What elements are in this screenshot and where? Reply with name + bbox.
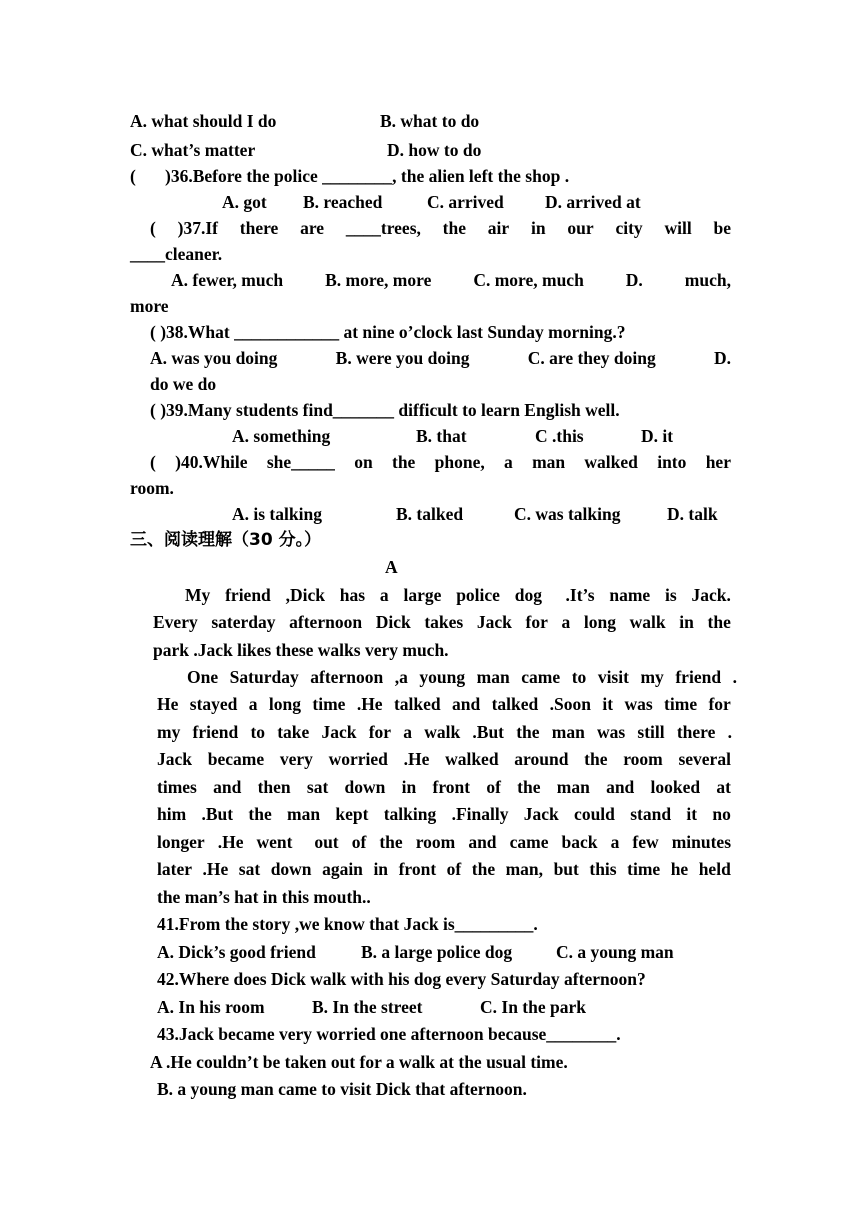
passage-p2-line3 — [157, 721, 732, 743]
word: walk — [629, 612, 666, 632]
q35-option-a: A. what should I do — [130, 111, 277, 131]
word: man, — [505, 859, 544, 879]
word: was — [624, 694, 653, 714]
word: A. was you doing — [150, 348, 278, 368]
word: .He — [403, 749, 430, 769]
word: kept — [335, 804, 369, 824]
word: Dick — [375, 612, 411, 632]
word: man — [476, 667, 510, 687]
word: in — [401, 777, 417, 797]
word: my — [640, 667, 664, 687]
word: minutes — [671, 832, 731, 852]
word: man — [551, 722, 585, 742]
q42-option-c: C. In the park — [480, 997, 586, 1017]
word: C. more, much — [473, 270, 584, 290]
passage-p2-line9: the man’s hat in this mouth.. — [157, 887, 371, 907]
word: on — [354, 452, 373, 472]
word: man — [532, 452, 566, 472]
word: and — [213, 777, 242, 797]
q41-option-b: B. a large police dog — [361, 942, 513, 962]
word: . — [732, 667, 737, 687]
q43-option-a: A .He couldn’t be taken out for a walk at the usual time. — [150, 1052, 568, 1072]
word: there — [239, 218, 279, 238]
word: the — [471, 859, 496, 879]
word: has — [339, 585, 366, 605]
q37-stem-line1 — [150, 217, 731, 239]
word: talking — [383, 804, 437, 824]
word: Jack. — [691, 585, 731, 605]
word: friend — [192, 722, 239, 742]
word: and — [452, 694, 481, 714]
passage-p1-line3: park .Jack likes these walks very much. — [153, 640, 449, 660]
q41-option-a: A. Dick’s good friend — [157, 942, 316, 962]
word: no — [712, 804, 731, 824]
word: ( — [150, 452, 156, 472]
q36-option-d: D. arrived at — [545, 192, 641, 212]
word: this — [589, 859, 617, 879]
word: of — [486, 777, 501, 797]
word: phone, — [434, 452, 485, 472]
word: ,a — [394, 667, 408, 687]
word: to — [250, 722, 266, 742]
word: room — [415, 832, 456, 852]
word: He — [157, 694, 179, 714]
word: the — [392, 452, 416, 472]
q38-options-line2: do we do — [150, 374, 217, 394]
word: the — [584, 749, 608, 769]
word: is — [665, 585, 677, 605]
word: she_____ — [266, 452, 335, 472]
word: room — [623, 749, 663, 769]
word: will — [664, 218, 692, 238]
q36-stem: )36.Before the police ________, the alien left the shop . — [165, 166, 570, 186]
word: came — [521, 667, 561, 687]
word: held — [698, 859, 731, 879]
q40-option-c: C. was talking — [514, 504, 621, 524]
q42-option-b: B. In the street — [312, 997, 423, 1017]
word: there — [676, 722, 716, 742]
word: in — [373, 859, 389, 879]
q35-option-b: B. what to do — [380, 111, 480, 131]
word: Saturday — [229, 667, 299, 687]
word: One — [187, 667, 219, 687]
word: my — [157, 722, 181, 742]
word: D. — [713, 348, 731, 368]
word: long — [583, 612, 617, 632]
word: and — [606, 777, 635, 797]
word: stayed — [189, 694, 238, 714]
word: young — [419, 667, 466, 687]
word: dog — [514, 585, 542, 605]
q35-option-c: C. what’s matter — [130, 140, 256, 160]
word: for — [368, 722, 392, 742]
word: out — [305, 832, 339, 852]
q41-stem: 41.From the story ,we know that Jack is_________. — [157, 914, 538, 934]
word: in — [679, 612, 694, 632]
passage-label: A — [385, 557, 398, 577]
word: front — [398, 859, 437, 879]
word: the — [379, 832, 403, 852]
word: much, — [684, 270, 731, 290]
word: . — [727, 722, 732, 742]
word: B. more, more — [325, 270, 432, 290]
word: around — [514, 749, 569, 769]
word: ____trees, — [345, 218, 421, 238]
q39-stem: ( )39.Many students find_______ difficult to learn English well. — [150, 400, 620, 420]
word: large — [403, 585, 442, 605]
word: longer — [157, 832, 205, 852]
q35-option-d: D. how to do — [387, 140, 482, 160]
word: walk — [424, 722, 461, 742]
q36-option-b: B. reached — [303, 192, 383, 212]
word: C. are they doing — [527, 348, 656, 368]
word: times — [157, 777, 197, 797]
word: it — [686, 804, 698, 824]
word: a — [248, 694, 258, 714]
q42-option-a: A. In his room — [157, 997, 265, 1017]
word: at — [716, 777, 731, 797]
word: became — [207, 749, 265, 769]
q38-options-line1 — [150, 347, 731, 369]
word: it — [602, 694, 614, 714]
word: Jack — [476, 612, 512, 632]
q36-option-c: C. arrived — [427, 192, 504, 212]
q40-stem-line2: room. — [130, 478, 174, 498]
word: the — [248, 804, 272, 824]
word: B. were you doing — [335, 348, 470, 368]
word: back — [561, 832, 598, 852]
word: few — [632, 832, 659, 852]
word: still — [637, 722, 665, 742]
word: came — [509, 832, 549, 852]
word: visit — [597, 667, 629, 687]
word: air — [487, 218, 510, 238]
q39-option-a: A. something — [232, 426, 331, 446]
word: .Finally — [451, 804, 509, 824]
q41-option-c: C. a young man — [556, 942, 674, 962]
word: talked — [491, 694, 539, 714]
word: down — [344, 777, 386, 797]
word: afternoon — [310, 667, 384, 687]
q36-option-a: A. got — [222, 192, 267, 212]
passage-p1-line2 — [153, 611, 731, 633]
word: again — [322, 859, 363, 879]
q38-stem: ( )38.What ____________ at nine o’clock last Sunday morning.? — [150, 322, 626, 342]
word: for — [708, 694, 731, 714]
word: city — [615, 218, 643, 238]
passage-p2-line7 — [157, 831, 731, 853]
q39-option-c: C .this — [535, 426, 584, 446]
word: to — [571, 667, 587, 687]
word: later — [157, 859, 192, 879]
word: Every — [153, 612, 198, 632]
word: .It’s — [556, 585, 595, 605]
word: in — [530, 218, 546, 238]
word: a — [504, 452, 513, 472]
word: her — [705, 452, 731, 472]
word: are — [300, 218, 325, 238]
word: )40.While — [175, 452, 248, 472]
word: afternoon — [289, 612, 363, 632]
word: .He — [356, 694, 383, 714]
word: stand — [630, 804, 672, 824]
word: a — [561, 612, 571, 632]
q40-option-a: A. is talking — [232, 504, 322, 524]
word: friend — [225, 585, 271, 605]
q40-option-d: D. talk — [667, 504, 718, 524]
word: into — [657, 452, 687, 472]
word: the — [516, 722, 540, 742]
passage-p1-line1 — [185, 584, 731, 606]
word: a — [379, 585, 389, 605]
q40-option-b: B. talked — [396, 504, 464, 524]
q40-stem-line1 — [150, 451, 731, 473]
word: very — [279, 749, 313, 769]
q43-option-b: B. a young man came to visit Dick that afternoon. — [157, 1079, 527, 1099]
word: our — [567, 218, 594, 238]
word: the — [707, 612, 731, 632]
word: Jack — [523, 804, 559, 824]
word: ,Dick — [285, 585, 325, 605]
passage-p2-line6 — [157, 803, 731, 825]
word: Jack — [321, 722, 357, 742]
word: a — [403, 722, 413, 742]
passage-p2-line1 — [187, 666, 737, 688]
word: could — [574, 804, 615, 824]
word: sat — [306, 777, 329, 797]
word: long — [268, 694, 302, 714]
word: sat — [238, 859, 261, 879]
passage-p2-line4 — [157, 748, 731, 770]
word: went — [256, 832, 293, 852]
word: the — [442, 218, 466, 238]
word: then — [257, 777, 291, 797]
word: several — [678, 749, 731, 769]
word: walked — [445, 749, 499, 769]
word: him — [157, 804, 187, 824]
word: front — [432, 777, 471, 797]
section-heading: 三、阅读理解（30 分。） — [130, 530, 322, 550]
q42-stem: 42.Where does Dick walk with his dog every Saturday afternoon? — [157, 969, 646, 989]
q36-paren: ( — [130, 166, 136, 186]
passage-p2-line2 — [157, 693, 731, 715]
word: .Soon — [549, 694, 592, 714]
word: down — [270, 859, 312, 879]
word: time — [627, 859, 661, 879]
word: name — [609, 585, 651, 605]
word: but — [553, 859, 579, 879]
passage-p2-line8 — [157, 858, 731, 880]
word: A. fewer, much — [171, 270, 284, 290]
word: time — [664, 694, 698, 714]
word: and — [468, 832, 497, 852]
word: saterday — [211, 612, 276, 632]
word: a — [610, 832, 620, 852]
q39-option-d: D. it — [641, 426, 674, 446]
word: talked — [393, 694, 441, 714]
word: looked — [650, 777, 701, 797]
word: the — [517, 777, 541, 797]
word: was — [597, 722, 626, 742]
word: worried — [328, 749, 388, 769]
word: man — [556, 777, 590, 797]
word: police — [456, 585, 500, 605]
word: walked — [584, 452, 638, 472]
word: D. — [625, 270, 643, 290]
q37-stem-line2: ____cleaner. — [130, 244, 223, 264]
q37-options-line2: more — [130, 296, 169, 316]
word: Jack — [157, 749, 192, 769]
word: .He — [217, 832, 244, 852]
word: of — [446, 859, 462, 879]
word: takes — [424, 612, 464, 632]
word: My — [185, 585, 211, 605]
passage-p2-line5 — [157, 776, 731, 798]
q43-stem: 43.Jack became very worried one afternoon because________. — [157, 1024, 621, 1044]
q37-options-line1 — [171, 269, 731, 291]
word: take — [277, 722, 310, 742]
word: )37.If — [177, 218, 218, 238]
q39-option-b: B. that — [416, 426, 467, 446]
word: time — [312, 694, 346, 714]
word: ( — [150, 218, 156, 238]
word: man — [287, 804, 321, 824]
word: friend — [675, 667, 722, 687]
word: .But — [201, 804, 234, 824]
word: .But — [472, 722, 505, 742]
word: of — [351, 832, 367, 852]
word: .He — [202, 859, 229, 879]
word: he — [670, 859, 689, 879]
word: be — [713, 218, 731, 238]
word: for — [525, 612, 548, 632]
